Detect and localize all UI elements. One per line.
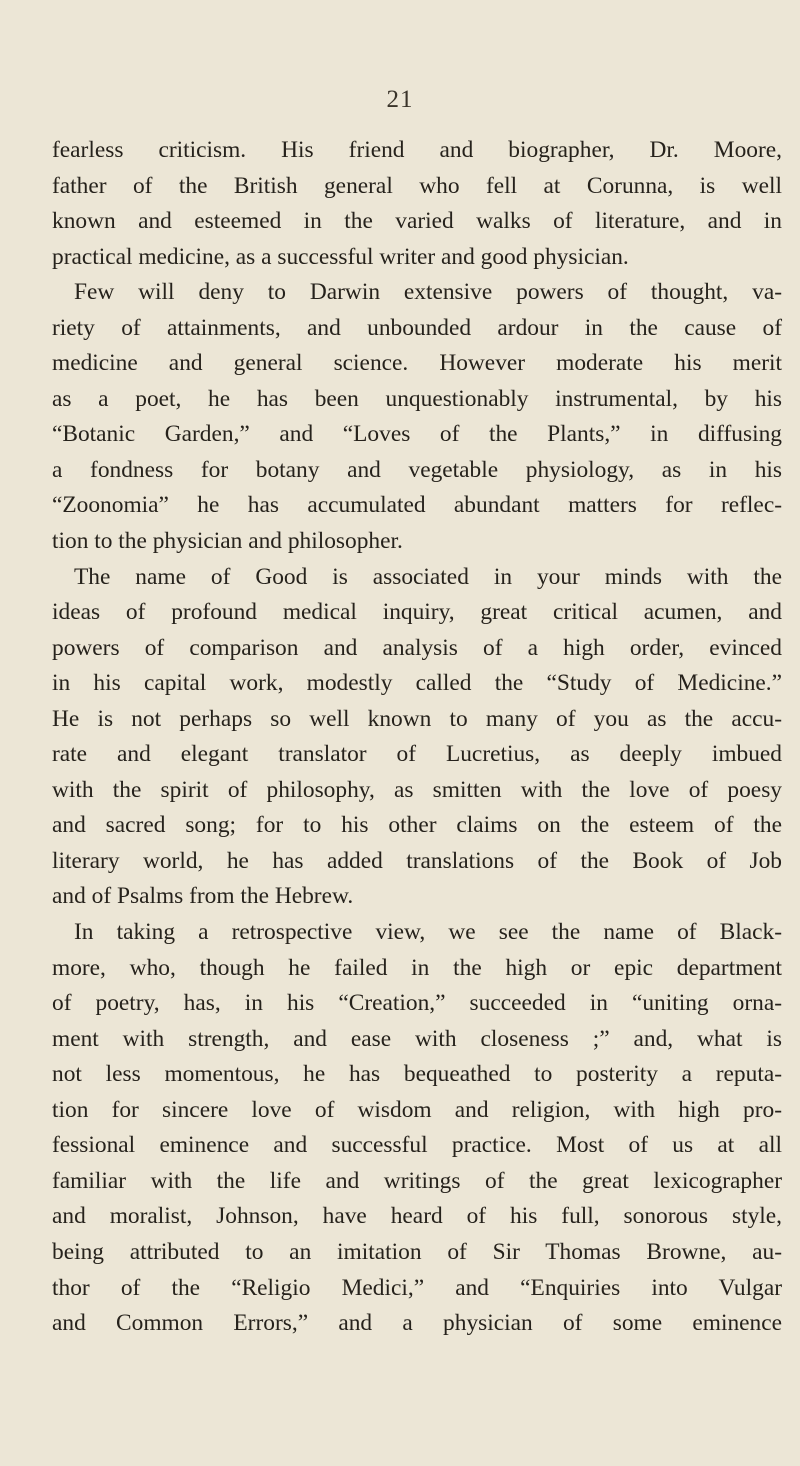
- text-line: a fondness for botany and vegetable physiology, as in his: [52, 456, 782, 483]
- text-line: and sacred song; for to his other claims on the esteem of the: [52, 812, 782, 839]
- text-line: and Common Errors,” and a physician of some eminence: [52, 1310, 782, 1337]
- text-line: ideas of profound medical inquiry, great critical acumen, and: [52, 599, 782, 626]
- text-line: of poetry, has, in his “Creation,” succeeded in “uniting orna-: [52, 990, 782, 1017]
- text-line: and of Psalms from the Hebrew.: [52, 883, 354, 910]
- text-line: and moralist, Johnson, have heard of his full, sonorous style,: [52, 1203, 782, 1230]
- body-text: [52, 133, 782, 1342]
- text-line: father of the British general who fell at Corunna, is well: [52, 172, 782, 199]
- text-line: with the spirit of philosophy, as smitten with the love of poesy: [52, 776, 782, 803]
- text-line: as a poet, he has been unquestionably instrumental, by his: [52, 385, 782, 412]
- text-line: literary world, he has added translations of the Book of Job: [52, 847, 782, 874]
- text-line: practical medicine, as a successful writer and good physician.: [52, 243, 629, 270]
- text-line: ment with strength, and ease with closeness ;” and, what is: [52, 1025, 782, 1052]
- text-line: powers of comparison and analysis of a high order, evinced: [52, 634, 782, 661]
- text-line: Few will deny to Darwin extensive powers of thought, va-: [74, 279, 782, 306]
- text-line: tion for sincere love of wisdom and religion, with high pro-: [52, 1096, 782, 1123]
- text-line: In taking a retrospective view, we see the name of Black-: [74, 919, 782, 946]
- text-line: familiar with the life and writings of the great lexicographer: [52, 1167, 782, 1194]
- text-line: He is not perhaps so well known to many of you as the accu-: [52, 705, 782, 732]
- text-line: “Botanic Garden,” and “Loves of the Plants,” in diffusing: [52, 421, 782, 448]
- text-line: “Zoonomia” he has accumulated abundant matters for reflec-: [52, 492, 782, 519]
- text-line: medicine and general science. However moderate his merit: [52, 350, 782, 377]
- text-line: not less momentous, he has bequeathed to posterity a reputa-: [52, 1061, 782, 1088]
- text-line: riety of attainments, and unbounded ardour in the cause of: [52, 314, 782, 341]
- page-number: 21: [386, 86, 414, 113]
- text-line: rate and elegant translator of Lucretius, as deeply imbued: [52, 741, 782, 768]
- text-line: thor of the “Religio Medici,” and “Enquiries into Vulgar: [52, 1274, 782, 1301]
- text-line: tion to the physician and philosopher.: [52, 528, 403, 555]
- text-line: being attributed to an imitation of Sir Thomas Browne, au-: [52, 1238, 782, 1265]
- text-line: known and esteemed in the varied walks of literature, and in: [52, 208, 782, 235]
- text-line: The name of Good is associated in your minds with the: [74, 563, 782, 590]
- text-line: more, who, though he failed in the high or epic department: [52, 954, 782, 981]
- text-line: fessional eminence and successful practice. Most of us at all: [52, 1132, 782, 1159]
- text-line: in his capital work, modestly called the “Study of Medicine.”: [52, 670, 782, 697]
- text-line: fearless criticism. His friend and biographer, Dr. Moore,: [52, 137, 782, 163]
